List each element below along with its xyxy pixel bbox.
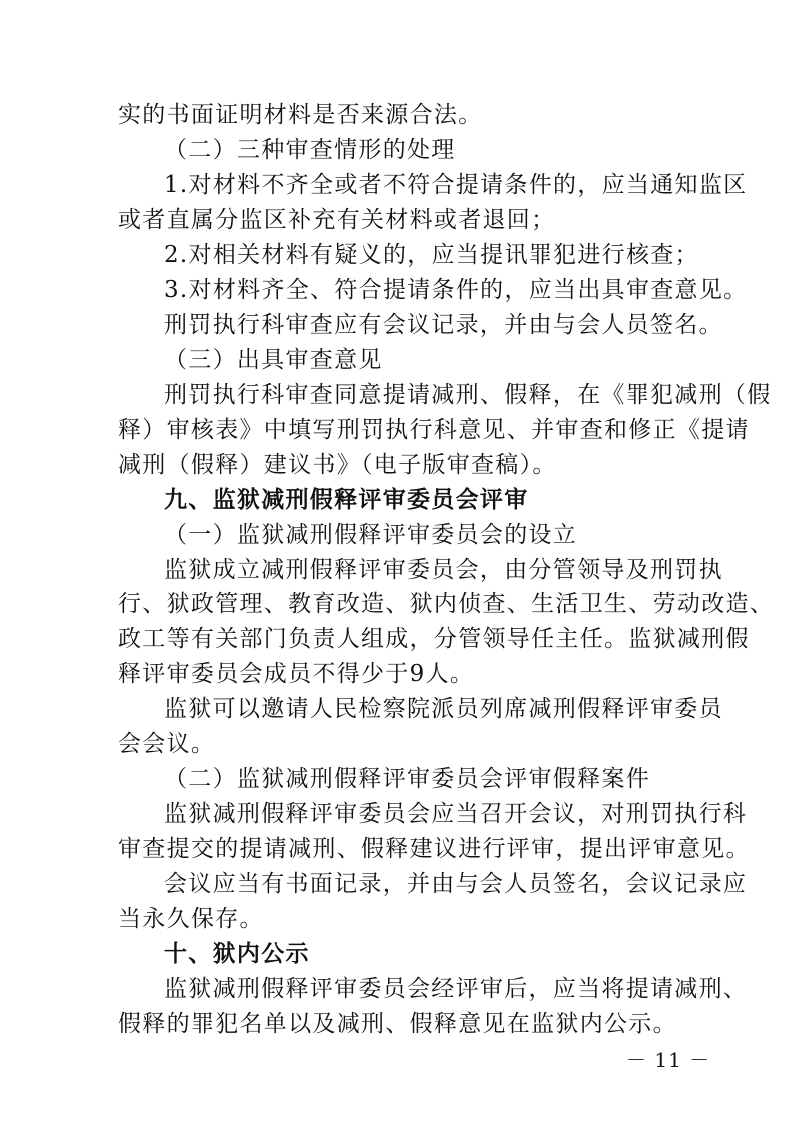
- body-text-line: 行、狱政管理、教育改造、狱内侦查、生活卫生、劳动改造、: [118, 591, 775, 617]
- section-heading: 九、监狱减刑假释评审委员会评审: [164, 487, 529, 513]
- subsection-heading: （一）监狱减刑假释评审委员会的设立: [164, 522, 578, 548]
- body-text-line: 监狱可以邀请人民检察院派员列席减刑假释评审委员: [164, 696, 723, 722]
- body-text-line: 刑罚执行科审查同意提请减刑、假释，在《罪犯减刑（假: [164, 382, 772, 408]
- body-text-line: 释评审委员会成员不得少于9人。: [118, 661, 475, 687]
- body-text-line: 审查提交的提请减刑、假释建议进行评审，提出评审意见。: [118, 836, 750, 862]
- body-text-line: 会会议。: [118, 731, 216, 757]
- body-text-line: 监狱成立减刑假释评审委员会，由分管领导及刑罚执: [164, 557, 723, 583]
- body-text-line: 监狱减刑假释评审委员会经评审后，应当将提请减刑、: [164, 976, 748, 1002]
- subsection-heading: （二）三种审查情形的处理: [164, 137, 456, 163]
- section-heading: 十、狱内公示: [164, 941, 310, 967]
- body-text-line: 释）审核表》中填写刑罚执行科意见、并审查和修正《提请: [118, 417, 750, 443]
- body-text-line: 假释的罪犯名单以及减刑、假释意见在监狱内公示。: [118, 1011, 677, 1037]
- body-text-line: 3.对材料齐全、符合提请条件的，应当出具审查意见。: [164, 277, 748, 303]
- body-text-line: 或者直属分监区补充有关材料或者退回；: [118, 207, 556, 233]
- body-text-line: 会议应当有书面记录，并由与会人员签名，会议记录应: [164, 871, 748, 897]
- body-text-line: 监狱减刑假释评审委员会应当召开会议，对刑罚执行科: [164, 801, 748, 827]
- subsection-heading: （二）监狱减刑假释评审委员会评审假释案件: [164, 766, 650, 792]
- body-text-line: 实的书面证明材料是否来源合法。: [118, 102, 483, 128]
- body-text-line: 当永久保存。: [118, 906, 264, 932]
- body-text-line: 减刑（假释）建议书》（电子版审查稿）。: [118, 452, 557, 478]
- body-text-line: 1.对材料不齐全或者不符合提请条件的，应当通知监区: [164, 172, 748, 198]
- body-text-line: 政工等有关部门负责人组成，分管领导任主任。监狱减刑假: [118, 626, 750, 652]
- page-number: － 11 －: [626, 1048, 711, 1072]
- subsection-heading: （三）出具审查意见: [164, 347, 383, 373]
- body-text-line: 2.对相关材料有疑义的，应当提讯罪犯进行核查；: [164, 242, 699, 268]
- body-text-line: 刑罚执行科审查应有会议记录，并由与会人员签名。: [164, 312, 723, 338]
